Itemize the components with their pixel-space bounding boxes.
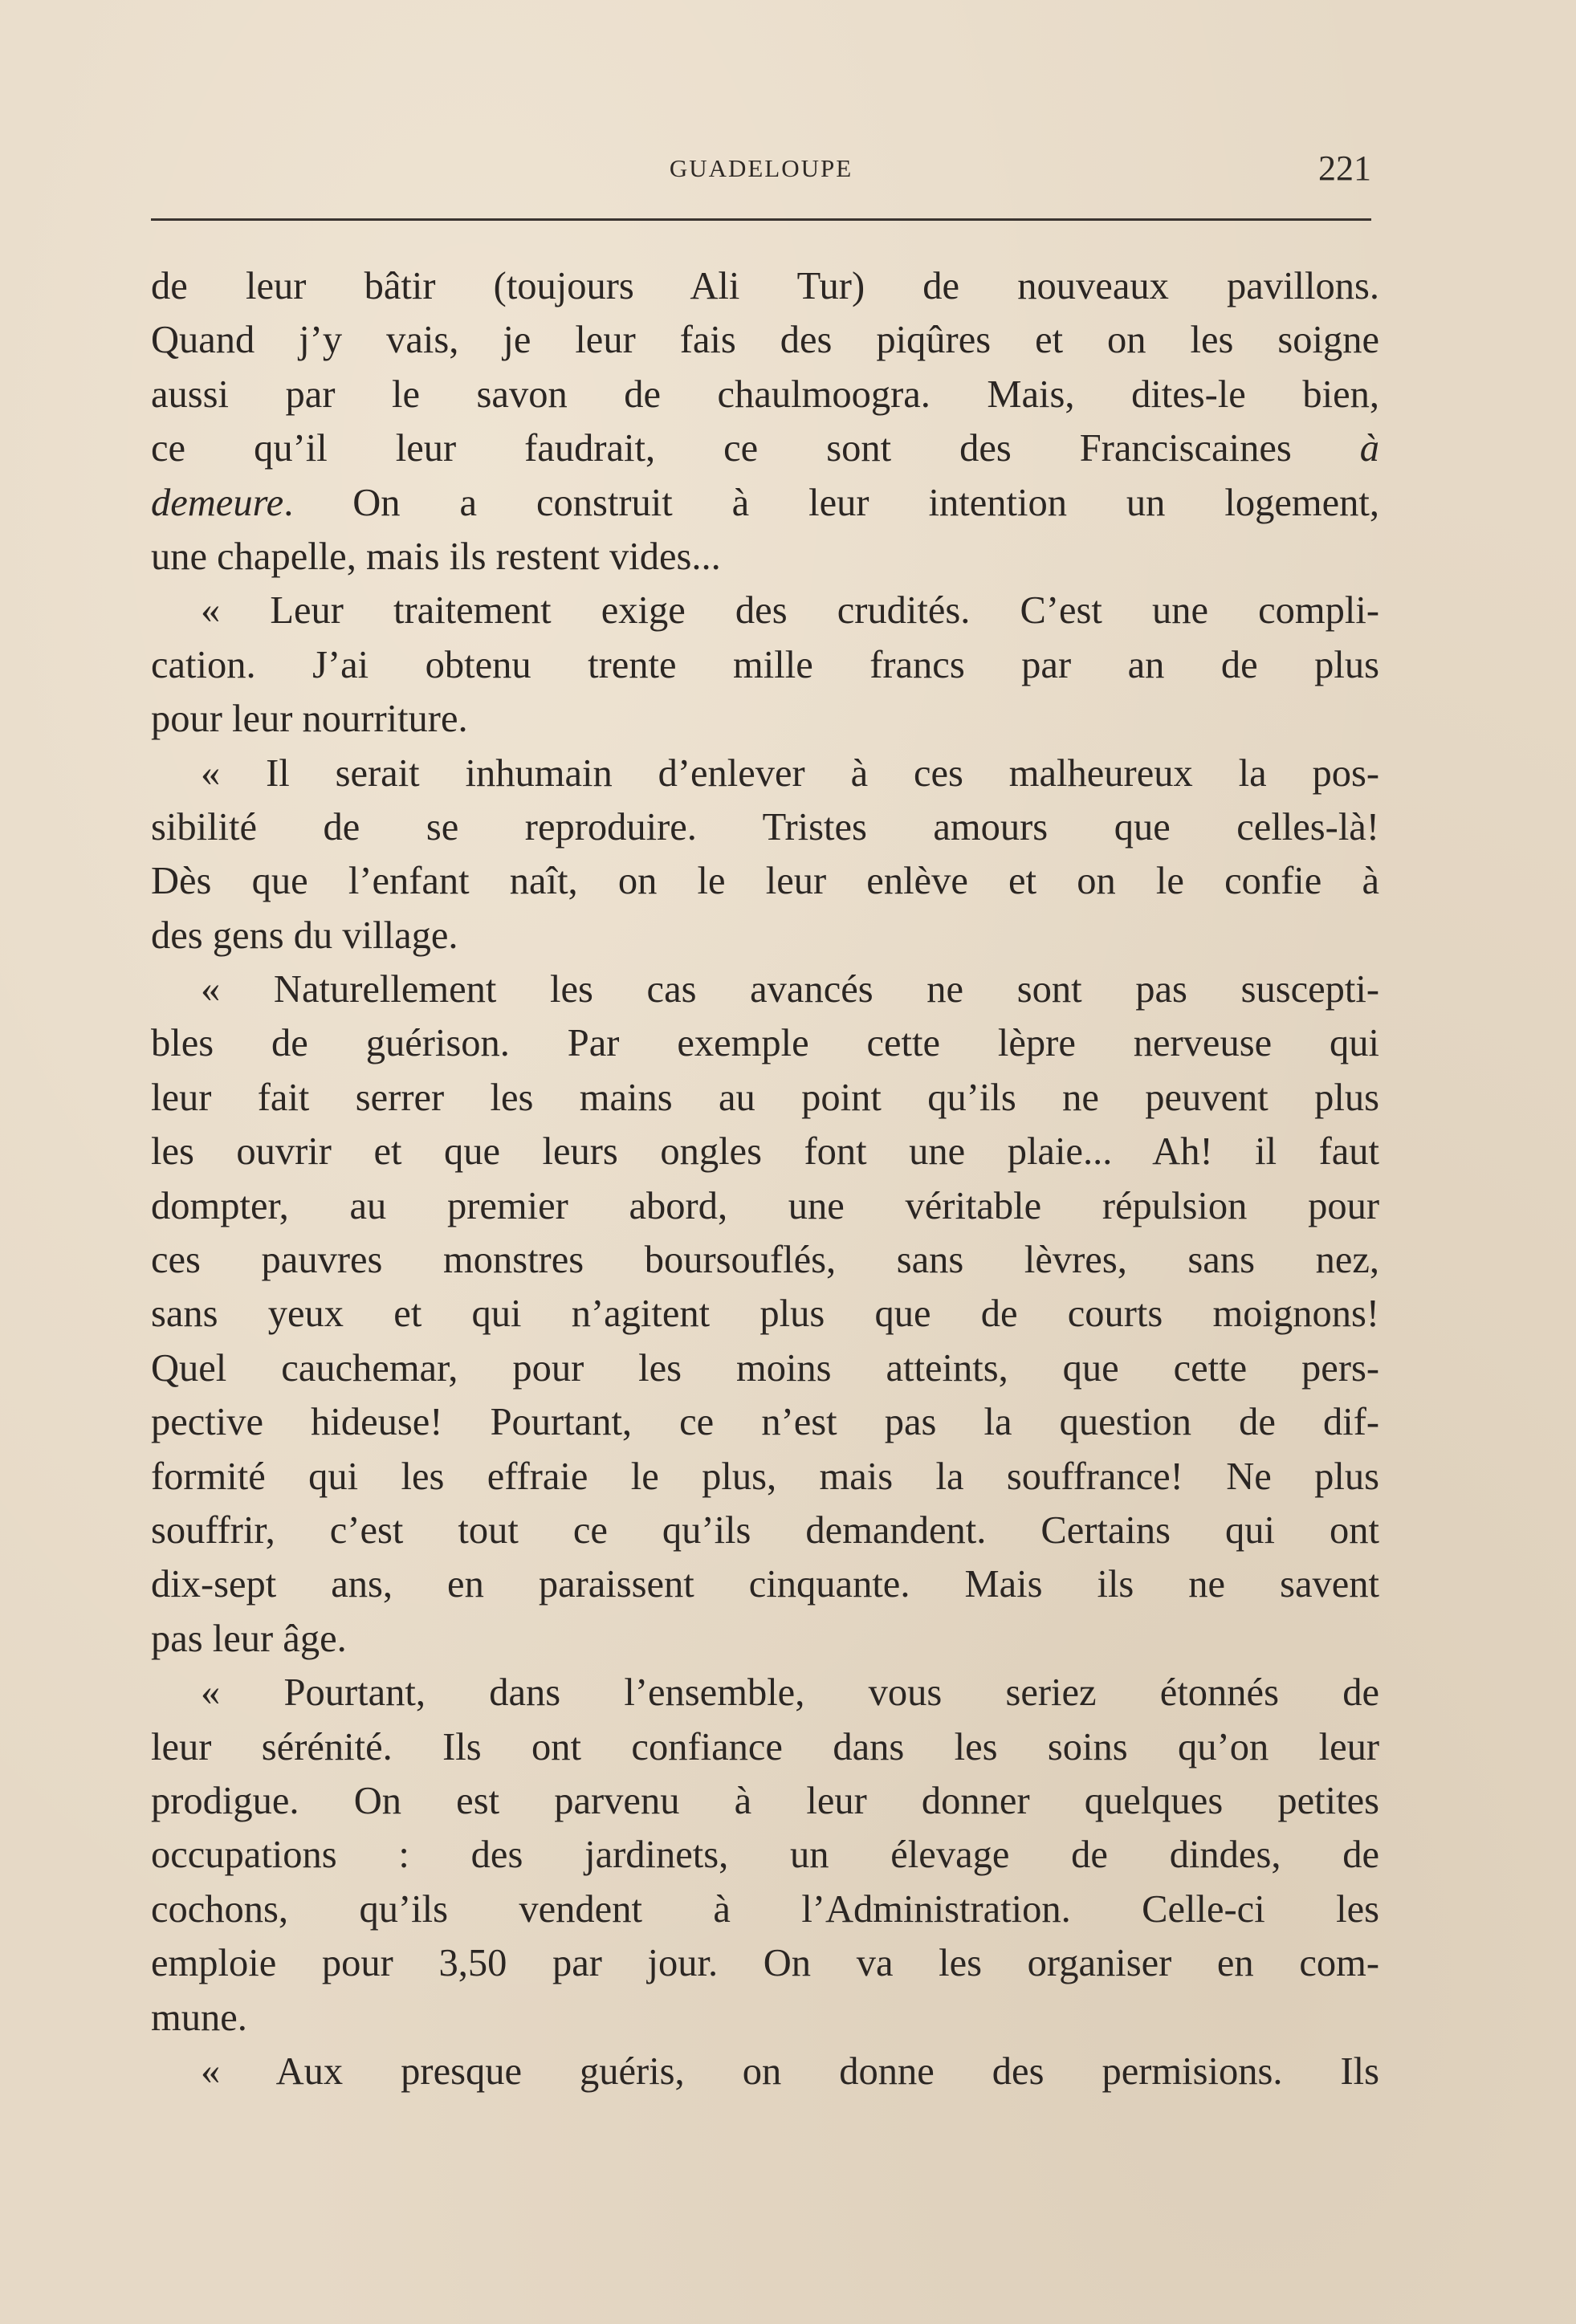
text-line: dix-sept ans, en paraissent cinquante. Mais ils ne savent [151, 1563, 1379, 1606]
text-line: pour leur nourriture. [151, 698, 468, 741]
paragraph-start: « Pourtant, dans l’ensemble, vous seriez étonnés de [201, 1671, 1379, 1715]
text-line-part: ce qu’il leur faudrait, ce sont des Franciscaines [151, 427, 1292, 470]
text-line: cochons, qu’ils vendent à l’Administration. Celle-ci les [151, 1887, 1379, 1931]
text-line: prodigue. On est parvenu à leur donner quelques petites [151, 1779, 1379, 1822]
paragraph-start: « Il serait inhumain d’enlever à ces malheureux la pos- [201, 751, 1379, 795]
text-line: formité qui les effraie le plus, mais la souffrance! Ne plus [151, 1455, 1379, 1498]
text-line: les ouvrir et que leurs ongles font une plaie... Ah! il faut [151, 1130, 1379, 1174]
text-line: pas leur âge. [151, 1617, 347, 1660]
text-line: leur sérénité. Ils ont confiance dans les soins qu’on leur [151, 1725, 1379, 1768]
header-rule [151, 218, 1371, 221]
text-line: des gens du village. [151, 914, 458, 957]
text-line: leur fait serrer les mains au point qu’ils ne peuvent plus [151, 1076, 1379, 1119]
body-text [151, 259, 1379, 2098]
text-line: sans yeux et qui n’agitent plus que de courts moignons! [151, 1292, 1379, 1336]
paragraph-start: « Aux presque guéris, on donne des permisions. Ils [201, 2049, 1379, 2093]
italic-text: à [1359, 427, 1379, 470]
paragraph-start: « Naturellement les cas avancés ne sont pas suscepti- [201, 968, 1379, 1011]
text-line: pective hideuse! Pourtant, ce n’est pas la question de dif- [151, 1401, 1379, 1444]
text-line: Quand j’y vais, je leur fais des piqûres et on les soigne [151, 319, 1379, 362]
text-line: Dès que l’enfant naît, on le leur enlève et on le confie à [151, 860, 1379, 903]
paragraph-start: « Leur traitement exige des crudités. C’est une compli- [201, 589, 1379, 633]
text-line: aussi par le savon de chaulmoogra. Mais, dites-le bien, [151, 372, 1379, 416]
text-line: Quel cauchemar, pour les moins atteints, que cette pers- [151, 1346, 1379, 1390]
running-head [151, 151, 1371, 189]
text-line [151, 421, 1379, 475]
text-line: une chapelle, mais ils restent vides... [151, 535, 721, 578]
text-line: souffrir, c’est tout ce qu’ils demandent. Certains qui ont [151, 1508, 1379, 1552]
page-number: 221 [1318, 149, 1371, 188]
text-line: dompter, au premier abord, une véritable répulsion pour [151, 1184, 1379, 1227]
text-line: bles de guérison. Par exemple cette lèpre nerveuse qui [151, 1022, 1379, 1065]
text-line: sibilité de se reproduire. Tristes amours que celles-là! [151, 805, 1379, 849]
running-title: GUADELOUPE [669, 154, 853, 182]
italic-text: demeure [151, 481, 284, 524]
text-line: ces pauvres monstres boursouflés, sans lèvres, sans nez, [151, 1239, 1379, 1282]
text-line: occupations : des jardinets, un élevage de dindes, de [151, 1834, 1379, 1877]
text-line [151, 476, 1379, 530]
text-line: de leur bâtir (toujours Ali Tur) de nouveaux pavillons. [151, 265, 1379, 307]
text-line: cation. J’ai obtenu trente mille francs par an de plus [151, 643, 1379, 686]
text-line: emploie pour 3,50 par jour. On va les organiser en com- [151, 1942, 1379, 1985]
text-line: mune. [151, 1996, 247, 2039]
text-line-part: . On a construit à leur intention un logement, [283, 481, 1379, 524]
